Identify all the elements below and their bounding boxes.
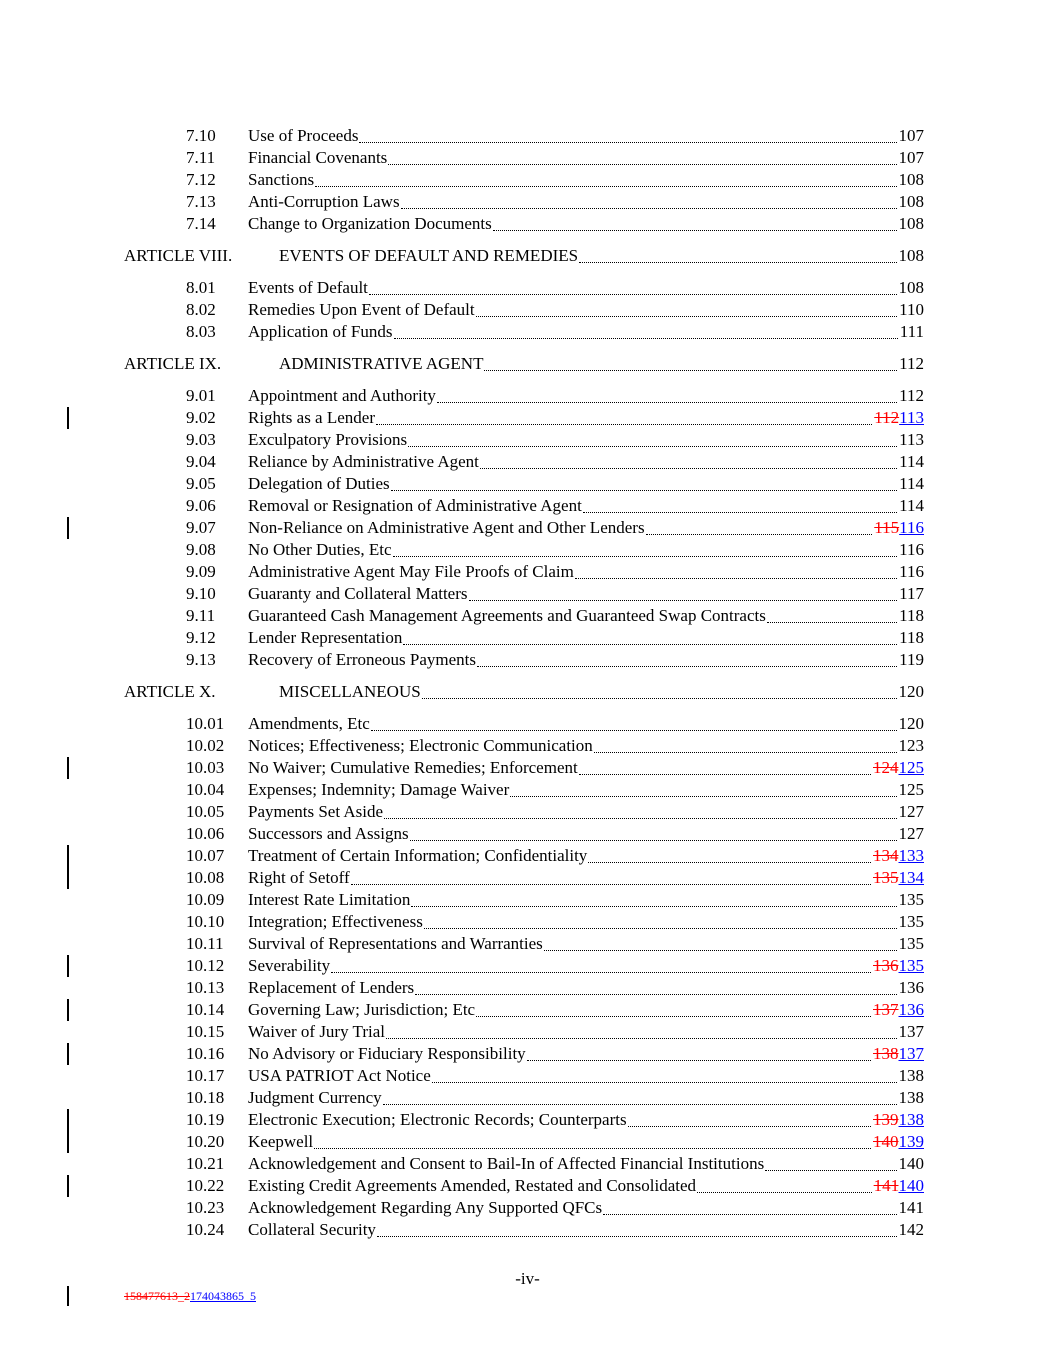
toc-entry-row	[0, 451, 1055, 473]
page-ref: 135	[898, 934, 924, 953]
toc-entry-row	[0, 955, 1055, 977]
article-number: ARTICLE X.	[124, 682, 216, 701]
page-ref-inserted: 139	[898, 1132, 924, 1151]
section-title: Application of Funds	[248, 322, 393, 341]
toc-entry-row	[0, 191, 1055, 213]
section-number: 7.10	[186, 126, 216, 145]
dot-leader	[393, 539, 898, 557]
toc-entry-row	[0, 1131, 1055, 1153]
section-title: No Advisory or Fiduciary Responsibility	[248, 1044, 526, 1063]
dot-leader	[403, 627, 897, 645]
section-title: Integration; Effectiveness	[248, 912, 423, 931]
toc-entry-row	[0, 889, 1055, 911]
page-ref-inserted: 137	[898, 1044, 924, 1063]
section-number: 10.13	[186, 978, 225, 997]
page-ref: 108	[898, 214, 924, 233]
page-ref: 142	[898, 1220, 924, 1239]
page-ref: 137	[898, 1022, 924, 1041]
page-ref: 118	[899, 606, 924, 625]
section-number: 9.13	[186, 650, 216, 669]
page-ref-deleted: 134	[873, 846, 899, 865]
dot-leader	[493, 213, 897, 231]
section-number: 10.05	[186, 802, 225, 821]
section-number: 9.07	[186, 518, 216, 537]
dot-leader	[603, 1197, 896, 1215]
toc-entry-row	[0, 1021, 1055, 1043]
page-ref: 110	[899, 300, 924, 319]
dot-leader	[469, 583, 898, 601]
dot-leader	[408, 429, 897, 447]
page-ref	[873, 1109, 924, 1131]
dot-leader	[388, 147, 896, 165]
page-ref-inserted: 134	[898, 868, 924, 887]
page-ref: 108	[898, 246, 924, 265]
dot-leader	[371, 713, 897, 731]
section-number: 9.11	[186, 606, 216, 625]
page-ref: 120	[898, 714, 924, 733]
dot-leader	[437, 385, 897, 403]
toc-entry-row	[0, 1087, 1055, 1109]
section-number: 10.01	[186, 714, 225, 733]
page-ref: 117	[899, 584, 924, 603]
section-title: Events of Default	[248, 278, 368, 297]
section-number: 10.22	[186, 1176, 225, 1195]
section-number: 9.06	[186, 496, 216, 515]
page-ref-deleted: 139	[873, 1110, 899, 1129]
page-number: -iv-	[515, 1269, 540, 1288]
section-number: 10.02	[186, 736, 225, 755]
section-number: 8.01	[186, 278, 216, 297]
section-title: Financial Covenants	[248, 148, 388, 167]
page-ref	[874, 407, 924, 429]
section-title: Existing Credit Agreements Amended, Restated and Consolidated	[248, 1176, 697, 1195]
page-ref-deleted: 136	[873, 956, 899, 975]
page-ref	[873, 845, 924, 867]
article-title: MISCELLANEOUS	[279, 682, 421, 701]
page-ref	[874, 517, 924, 539]
page-ref: 108	[898, 192, 924, 211]
section-title: No Other Duties, Etc	[248, 540, 392, 559]
page-ref: 116	[899, 540, 924, 559]
page-ref-deleted: 124	[873, 758, 899, 777]
toc-entry-row	[0, 385, 1055, 407]
dot-leader	[315, 169, 896, 187]
section-number: 10.04	[186, 780, 225, 799]
page-ref-deleted: 115	[874, 518, 900, 537]
toc-entry-row	[0, 867, 1055, 889]
section-title: Change to Organization Documents	[248, 214, 492, 233]
toc-entry-row	[0, 1109, 1055, 1131]
section-title: Remedies Upon Event of Default	[248, 300, 475, 319]
dot-leader	[765, 1153, 896, 1171]
article-title: ADMINISTRATIVE AGENT	[279, 354, 484, 373]
page-ref-deleted: 135	[873, 868, 899, 887]
section-number: 10.18	[186, 1088, 225, 1107]
page-ref-deleted: 140	[873, 1132, 899, 1151]
page-ref: 114	[899, 474, 924, 493]
page-ref-inserted: 140	[898, 1176, 924, 1195]
page-ref: 118	[899, 628, 924, 647]
toc-entry-row	[0, 845, 1055, 867]
page-ref-inserted: 135	[898, 956, 924, 975]
toc-entry-row	[0, 583, 1055, 605]
toc-entry-row	[0, 1065, 1055, 1087]
toc-entry-row	[0, 1219, 1055, 1241]
toc-entry-row	[0, 1153, 1055, 1175]
toc-entry-row	[0, 823, 1055, 845]
section-title: Acknowledgement Regarding Any Supported QFCs	[248, 1198, 603, 1217]
section-title: Recovery of Erroneous Payments	[248, 650, 477, 669]
section-title: Waiver of Jury Trial	[248, 1022, 385, 1041]
toc-entry-row	[0, 539, 1055, 561]
section-title: Delegation of Duties	[248, 474, 390, 493]
document-id-deleted: 158477613_2	[124, 1289, 190, 1303]
page-ref: 125	[898, 780, 924, 799]
section-number: 7.11	[186, 148, 216, 167]
page-ref: 116	[899, 562, 924, 581]
page-ref-deleted: 141	[873, 1176, 899, 1195]
section-number: 9.05	[186, 474, 216, 493]
dot-leader	[314, 1131, 871, 1149]
page-ref: 135	[898, 912, 924, 931]
toc-entry-row	[0, 1197, 1055, 1219]
dot-leader	[579, 245, 896, 263]
toc-entry-row	[0, 779, 1055, 801]
toc-entry-row	[0, 735, 1055, 757]
dot-leader	[583, 495, 897, 513]
section-number: 10.16	[186, 1044, 225, 1063]
dot-leader	[628, 1109, 871, 1127]
toc-entry-row	[0, 429, 1055, 451]
dot-leader	[391, 473, 897, 491]
toc-article-row	[0, 353, 1055, 375]
dot-leader	[588, 845, 871, 863]
page-ref	[873, 867, 924, 889]
section-number: 7.12	[186, 170, 216, 189]
change-bar	[67, 1286, 69, 1306]
toc-entry-row	[0, 561, 1055, 583]
page-ref	[874, 1175, 924, 1197]
section-number: 10.09	[186, 890, 225, 909]
toc-article-row	[0, 245, 1055, 267]
dot-leader	[410, 823, 897, 841]
dot-leader	[422, 681, 897, 699]
section-title: Keepwell	[248, 1132, 314, 1151]
article-number: ARTICLE VIII.	[124, 246, 233, 265]
toc-entry-row	[0, 757, 1055, 779]
page-ref: 113	[899, 430, 924, 449]
section-title: Anti-Corruption Laws	[248, 192, 400, 211]
section-number: 8.03	[186, 322, 216, 341]
page-ref	[873, 999, 924, 1021]
page-ref: 112	[899, 386, 924, 405]
section-number: 10.21	[186, 1154, 225, 1173]
page-ref: 127	[898, 824, 924, 843]
section-title: Survival of Representations and Warranties	[248, 934, 543, 953]
page-ref-inserted: 113	[899, 408, 924, 427]
page-ref: 108	[898, 278, 924, 297]
page-ref-inserted: 138	[898, 1110, 924, 1129]
section-title: Successors and Assigns	[248, 824, 409, 843]
toc-entry-row	[0, 125, 1055, 147]
page-ref-deleted: 138	[873, 1044, 899, 1063]
dot-leader	[646, 517, 873, 535]
dot-leader	[594, 735, 897, 753]
toc-entry-row	[0, 517, 1055, 539]
toc-entry-row	[0, 649, 1055, 671]
section-number: 10.06	[186, 824, 225, 843]
dot-leader	[401, 191, 897, 209]
page-ref	[873, 1043, 924, 1065]
page-ref: 112	[899, 354, 924, 373]
section-title: Severability	[248, 956, 331, 975]
section-title: Electronic Execution; Electronic Records; Counterparts	[248, 1110, 627, 1129]
dot-leader	[697, 1175, 872, 1193]
section-number: 9.02	[186, 408, 216, 427]
section-number: 10.14	[186, 1000, 225, 1019]
toc-entry-row	[0, 299, 1055, 321]
toc-entry-row	[0, 999, 1055, 1021]
section-number: 9.09	[186, 562, 216, 581]
section-title: Payments Set Aside	[248, 802, 384, 821]
document-id-inserted: 174043865_5	[190, 1289, 256, 1303]
page-ref-inserted: 133	[898, 846, 924, 865]
page-ref: 108	[898, 170, 924, 189]
section-title: Collateral Security	[248, 1220, 376, 1239]
page-ref: 138	[898, 1088, 924, 1107]
page-ref-inserted: 116	[899, 518, 924, 537]
section-title: Appointment and Authority	[248, 386, 436, 405]
dot-leader	[384, 801, 896, 819]
section-title: Replacement of Lenders	[248, 978, 415, 997]
section-number: 10.10	[186, 912, 225, 931]
dot-leader	[575, 561, 897, 579]
toc-entry-row	[0, 1175, 1055, 1197]
page-ref-inserted: 125	[898, 758, 924, 777]
dot-leader	[579, 757, 871, 775]
page-ref: 119	[899, 650, 924, 669]
page-ref-deleted: 112	[874, 408, 900, 427]
section-number: 9.08	[186, 540, 216, 559]
section-title: Treatment of Certain Information; Confidentiality	[248, 846, 588, 865]
section-number: 9.03	[186, 430, 216, 449]
page-footer	[0, 1268, 1055, 1290]
dot-leader	[383, 1087, 897, 1105]
toc-entry-row	[0, 495, 1055, 517]
dot-leader	[432, 1065, 897, 1083]
section-title: USA PATRIOT Act Notice	[248, 1066, 431, 1085]
section-number: 10.11	[186, 934, 224, 953]
dot-leader	[476, 299, 898, 317]
section-title: Amendments, Etc	[248, 714, 370, 733]
page-ref: 135	[898, 890, 924, 909]
toc-entry-row	[0, 321, 1055, 343]
section-number: 9.01	[186, 386, 216, 405]
toc-entry-row	[0, 1043, 1055, 1065]
dot-leader	[477, 649, 897, 667]
section-title: Notices; Effectiveness; Electronic Communication	[248, 736, 593, 755]
section-title: Expenses; Indemnity; Damage Waiver	[248, 780, 510, 799]
toc-entry-row	[0, 627, 1055, 649]
toc-entry-row	[0, 801, 1055, 823]
page-ref: 107	[898, 126, 924, 145]
section-number: 9.04	[186, 452, 216, 471]
section-title: Interest Rate Limitation	[248, 890, 411, 909]
toc-article-row	[0, 681, 1055, 703]
section-number: 10.12	[186, 956, 225, 975]
toc-entry-row	[0, 473, 1055, 495]
article-number: ARTICLE IX.	[124, 354, 222, 373]
dot-leader	[544, 933, 897, 951]
dot-leader	[424, 911, 897, 929]
section-title: Lender Representation	[248, 628, 403, 647]
dot-leader	[394, 321, 898, 339]
section-number: 8.02	[186, 300, 216, 319]
toc-entry-row	[0, 911, 1055, 933]
page-ref	[873, 955, 924, 977]
page-ref: 127	[898, 802, 924, 821]
dot-leader	[767, 605, 897, 623]
section-title: Administrative Agent May File Proofs of Claim	[248, 562, 574, 581]
section-title: Rights as a Lender	[248, 408, 375, 427]
page-ref: 141	[898, 1198, 924, 1217]
section-number: 9.10	[186, 584, 216, 603]
page-ref: 111	[899, 322, 924, 341]
dot-leader	[510, 779, 896, 797]
page-ref: 107	[898, 148, 924, 167]
section-number: 10.23	[186, 1198, 225, 1217]
page-ref: 136	[898, 978, 924, 997]
section-number: 7.14	[186, 214, 216, 233]
section-number: 7.13	[186, 192, 216, 211]
page-ref: 120	[898, 682, 924, 701]
section-title: No Waiver; Cumulative Remedies; Enforcement	[248, 758, 578, 777]
dot-leader	[351, 867, 871, 885]
section-number: 10.19	[186, 1110, 225, 1129]
page-ref: 123	[898, 736, 924, 755]
page-ref: 114	[899, 452, 924, 471]
section-number: 10.24	[186, 1220, 225, 1239]
dot-leader	[484, 353, 897, 371]
dot-leader	[480, 451, 897, 469]
section-number: 10.03	[186, 758, 225, 777]
dot-leader	[359, 125, 896, 143]
dot-leader	[415, 977, 896, 995]
toc-entry-row	[0, 977, 1055, 999]
dot-leader	[527, 1043, 871, 1061]
section-title: Non-Reliance on Administrative Agent and Other Lenders	[248, 518, 645, 537]
dot-leader	[386, 1021, 897, 1039]
section-title: Use of Proceeds	[248, 126, 359, 145]
section-title: Sanctions	[248, 170, 315, 189]
section-title: Exculpatory Provisions	[248, 430, 408, 449]
section-title: Reliance by Administrative Agent	[248, 452, 479, 471]
section-title: Guaranteed Cash Management Agreements and Guaranteed Swap Contracts	[248, 606, 766, 625]
section-number: 10.15	[186, 1022, 225, 1041]
section-title: Right of Setoff	[248, 868, 350, 887]
section-title: Governing Law; Jurisdiction; Etc	[248, 1000, 476, 1019]
dot-leader	[369, 277, 897, 295]
page-ref	[873, 757, 924, 779]
section-title: Judgment Currency	[248, 1088, 382, 1107]
toc-entry-row	[0, 407, 1055, 429]
toc-entry-row	[0, 213, 1055, 235]
section-title: Guaranty and Collateral Matters	[248, 584, 468, 603]
dot-leader	[377, 1219, 897, 1237]
toc-entry-row	[0, 277, 1055, 299]
article-title: EVENTS OF DEFAULT AND REMEDIES	[279, 246, 579, 265]
section-number: 10.20	[186, 1132, 225, 1151]
page-ref-deleted: 137	[873, 1000, 899, 1019]
page-ref-inserted: 136	[898, 1000, 924, 1019]
section-number: 9.12	[186, 628, 216, 647]
dot-leader	[331, 955, 871, 973]
dot-leader	[411, 889, 896, 907]
page-ref	[873, 1131, 924, 1153]
section-number: 10.08	[186, 868, 225, 887]
toc-entry-row	[0, 933, 1055, 955]
toc-entry-row	[0, 605, 1055, 627]
page-ref: 140	[898, 1154, 924, 1173]
toc-entry-row	[0, 147, 1055, 169]
section-number: 10.07	[186, 846, 225, 865]
toc-entry-row	[0, 169, 1055, 191]
dot-leader	[376, 407, 872, 425]
section-number: 10.17	[186, 1066, 225, 1085]
dot-leader	[476, 999, 871, 1017]
toc-entry-row	[0, 713, 1055, 735]
page-ref: 138	[898, 1066, 924, 1085]
page-ref: 114	[899, 496, 924, 515]
document-id	[124, 1289, 256, 1303]
section-title: Removal or Resignation of Administrative Agent	[248, 496, 582, 515]
section-title: Acknowledgement and Consent to Bail-In of Affected Financial Institutions	[248, 1154, 765, 1173]
